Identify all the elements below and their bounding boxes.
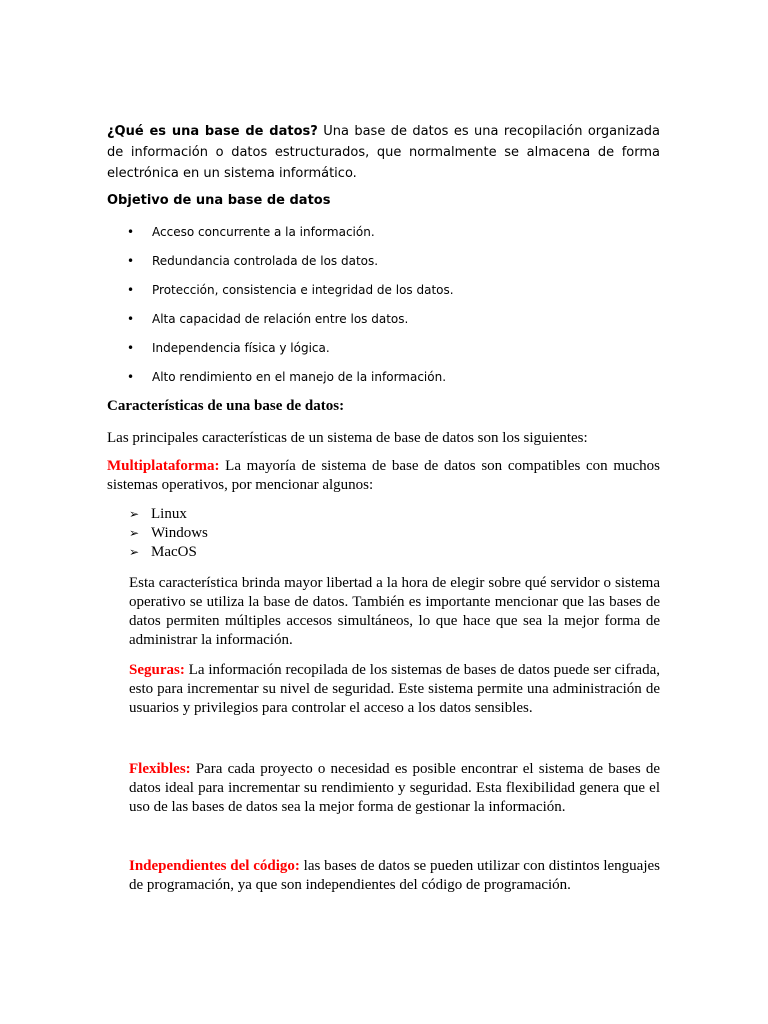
list-item: • Alta capacidad de relación entre los datos.	[127, 309, 454, 338]
objetivo-heading: Objetivo de una base de datos	[107, 193, 331, 208]
objetivo-list	[127, 222, 454, 396]
bullet-icon: •	[127, 341, 135, 355]
os-list	[129, 505, 208, 562]
independientes-text: las bases de datos se pueden utilizar con distintos lenguajes de programación, ya que son independientes del código de programación.	[129, 858, 660, 893]
bullet-icon: •	[127, 312, 135, 326]
multiplataforma-text: La mayoría de sistema de base de datos son compatibles con muchos sistemas operativos, por mencionar algunos:	[107, 458, 660, 493]
bullet-icon: •	[127, 225, 135, 239]
caracteristica-paragraph: Esta característica brinda mayor libertad a la hora de elegir sobre qué servidor o sistema operativo se utiliza la base de datos. También es importante mencionar que las bases de datos permiten múltiples accesos simultáneos, lo que hace que sea la mejor forma de administrar la información.	[129, 575, 660, 648]
list-item: • Independencia física y lógica.	[127, 338, 454, 367]
list-item: ➢ Windows	[129, 525, 208, 541]
flexibles-label: Flexibles:	[129, 761, 191, 777]
flexibles-text: Para cada proyecto o necesidad es posible encontrar el sistema de bases de datos ideal para incrementar su rendimiento y seguridad. Esta flexibilidad genera que el uso de las bases de datos sea la mejor forma de gestionar la información.	[129, 761, 660, 815]
list-item: • Protección, consistencia e integridad de los datos.	[127, 280, 454, 309]
multiplataforma-paragraph	[107, 457, 660, 495]
seguras-text: La información recopilada de los sistemas de bases de datos puede ser cifrada, esto para incrementar su nivel de seguridad. Este sistema permite una administración de usuarios y privilegios para controlar el acceso a los datos sensibles.	[129, 662, 660, 716]
bullet-icon: •	[127, 370, 135, 384]
independientes-label: Independientes del código:	[129, 858, 300, 874]
multiplataforma-label: Multiplataforma:	[107, 458, 220, 474]
list-item: ➢ Linux	[129, 506, 187, 522]
list-item: • Acceso concurrente a la información.	[127, 222, 454, 251]
caracteristicas-intro: Las principales características de un sistema de base de datos son los siguientes:	[107, 430, 588, 446]
bullet-icon: •	[127, 283, 135, 297]
arrow-bullet-icon: ➢	[129, 545, 140, 559]
caracteristicas-heading: Características de una base de datos:	[107, 398, 345, 414]
seguras-label: Seguras:	[129, 662, 185, 678]
arrow-bullet-icon: ➢	[129, 526, 140, 540]
intro-paragraph	[107, 121, 660, 184]
list-item: • Redundancia controlada de los datos.	[127, 251, 454, 280]
list-item: ➢ MacOS	[129, 544, 197, 560]
independientes-paragraph	[129, 857, 660, 895]
flexibles-paragraph	[129, 760, 660, 817]
list-item: • Alto rendimiento en el manejo de la información.	[127, 367, 454, 396]
intro-label: ¿Qué es una base de datos?	[107, 124, 318, 139]
seguras-paragraph	[129, 661, 660, 718]
bullet-icon: •	[127, 254, 135, 268]
intro-text: Una base de datos es una recopilación organizada de información o datos estructurados, que normalmente se almacena de forma electrónica en un sistema informático.	[107, 124, 661, 181]
arrow-bullet-icon: ➢	[129, 507, 140, 521]
